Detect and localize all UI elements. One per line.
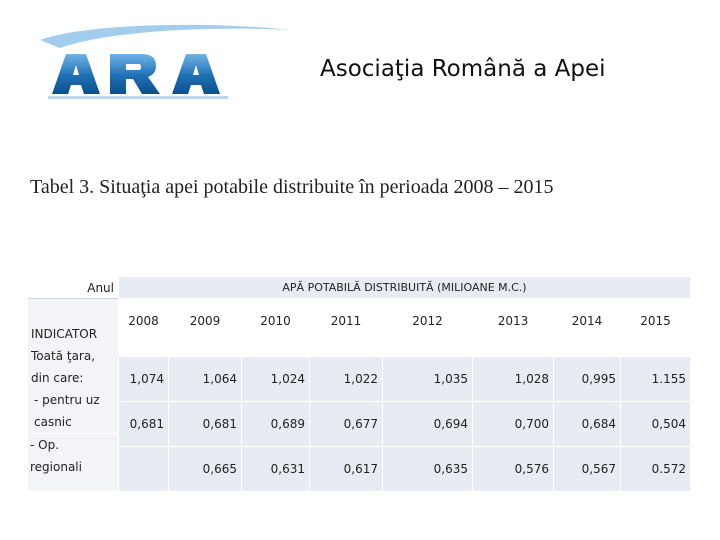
row-label-uz: - pentru uz [34, 393, 100, 407]
row-label-regionali: regionali [30, 460, 82, 474]
organization-title: Asociaţia Română a Apei [320, 56, 606, 82]
table-cell: 1,035 [382, 357, 472, 401]
ara-logo [20, 22, 300, 102]
logo-swoosh-icon [40, 25, 290, 48]
table-cell: 1,024 [241, 357, 309, 401]
table-cell: 0,684 [553, 401, 620, 446]
indicator-column [28, 298, 118, 491]
table-cell: 1,064 [168, 357, 241, 401]
table-cell: 0,681 [118, 401, 168, 446]
table-caption: Tabel 3. Situaţia apei potabile distribuite în perioada 2008 – 2015 [30, 176, 554, 198]
year-header: 2009 [168, 298, 241, 357]
corner-label: Anul [87, 280, 114, 295]
row-label-din-care: din care: [31, 371, 84, 385]
year-header: 2012 [382, 298, 472, 357]
row-label-casnic: casnic [34, 415, 72, 429]
table-row [28, 357, 690, 401]
table-cell: 0,635 [382, 446, 472, 491]
year-header: 2011 [309, 298, 382, 357]
year-header: 2013 [472, 298, 553, 357]
year-header: 2015 [620, 298, 690, 357]
table-cell: 0,567 [553, 446, 620, 491]
table-cell: 0,665 [168, 446, 241, 491]
table-cell: 0.572 [620, 446, 690, 491]
indicator-label: INDICATOR [31, 327, 98, 341]
table-cell: 0,700 [472, 401, 553, 446]
table-cell: 1,074 [118, 357, 168, 401]
table-cell: 0,617 [309, 446, 382, 491]
table-cell: 0,576 [472, 446, 553, 491]
row-label-op: - Op. [28, 433, 118, 456]
year-header: 2014 [553, 298, 620, 357]
table-row [28, 446, 690, 491]
table-cell: 1,028 [472, 357, 553, 401]
table-cell: 0,689 [241, 401, 309, 446]
group-header: APĂ POTABILĂ DISTRIBUITĂ (MILIOANE M.C.) [118, 277, 690, 298]
year-header: 2010 [241, 298, 309, 357]
year-header: 2008 [118, 298, 168, 357]
table-cell: 1,022 [309, 357, 382, 401]
table-row [28, 401, 690, 446]
table-cell: 0,504 [620, 401, 690, 446]
table-cell: 0,995 [553, 357, 620, 401]
table-cell: 0,631 [241, 446, 309, 491]
table-cell: 0,694 [382, 401, 472, 446]
table-cell: 1.155 [620, 357, 690, 401]
water-distribution-table [28, 277, 690, 491]
row-label-tara: Toată ţara, [31, 349, 96, 363]
table-cell: 0,681 [168, 401, 241, 446]
table-cell [118, 446, 168, 491]
table-cell: 0,677 [309, 401, 382, 446]
